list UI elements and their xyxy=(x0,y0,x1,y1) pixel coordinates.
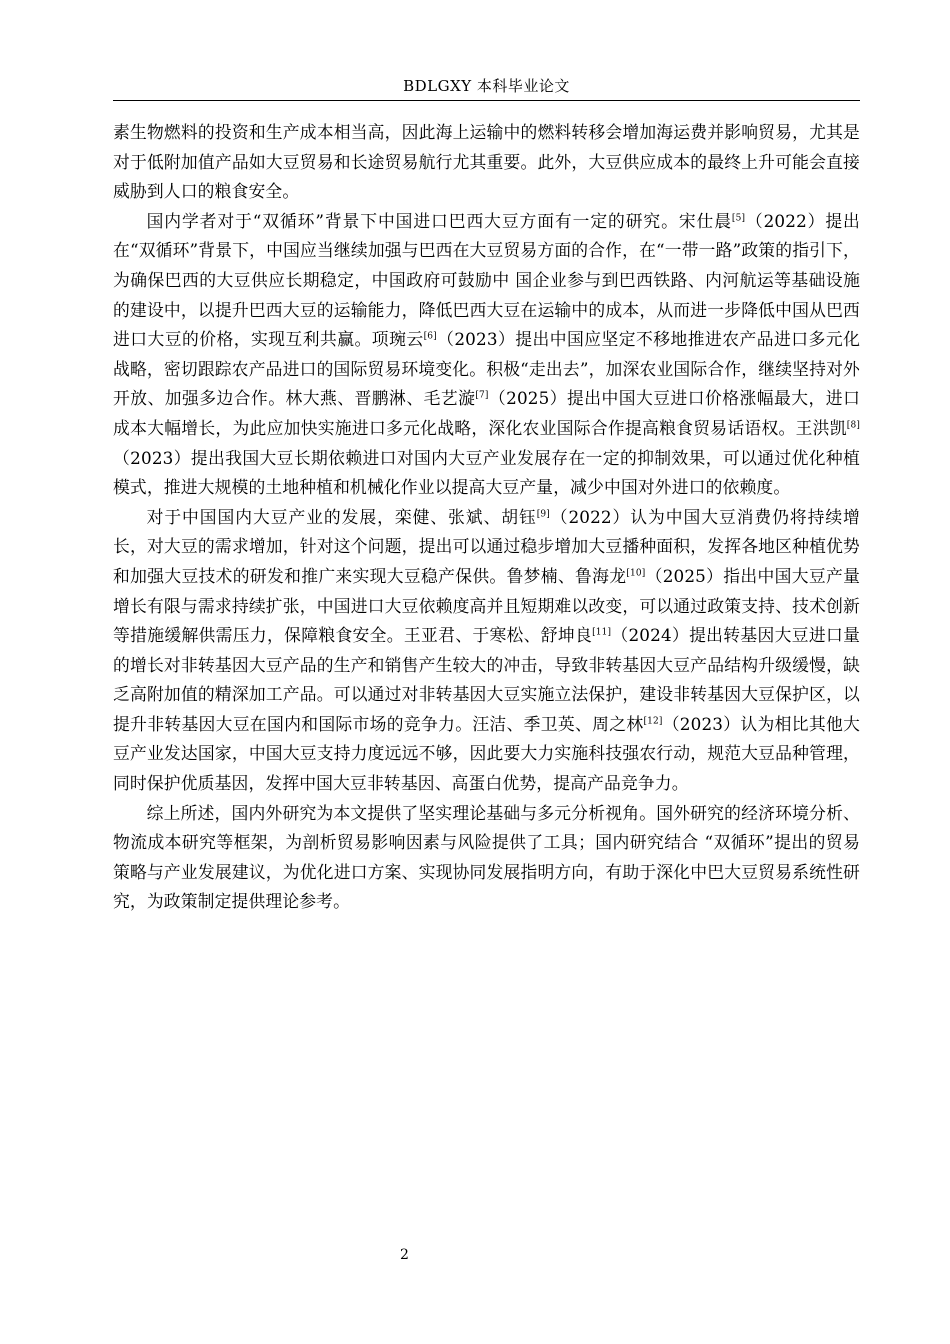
header-divider xyxy=(113,100,860,101)
citation-ref: [6] xyxy=(423,331,437,342)
text-run: （2023）提出我国大豆长期依赖进口对国内大豆产业发展存在一定的抑制效果，可以通过优化种植模式，推进大规模的土地种植和机械化作业以提高大豆产量，减少中国对外进口的依赖度。 xyxy=(113,447,860,498)
citation-ref: [11] xyxy=(592,627,612,638)
citation-ref: [12] xyxy=(643,716,663,727)
paragraph xyxy=(113,207,860,503)
text-run: （2025）指出中国大豆产量增长有限与需求持续扩张，中国进口大豆依赖度高并且短期难以改变，可以通过政策支持、技术创新等措施缓解供需压力，保障粮食安全。王亚君、于寒松、舒坤良 xyxy=(113,565,860,646)
body-text xyxy=(113,118,860,917)
text-run: 对于中国国内大豆产业的发展，栾健、张斌、胡钰 xyxy=(146,506,537,527)
text-run: 素生物燃料的投资和生产成本相当高，因此海上运输中的燃料转移会增加海运费并影响贸易，尤其是对于低附加值产品如大豆贸易和长途贸易航行尤其重要。此外，大豆供应成本的最终上升可能会直接威胁到人口的粮食安全。 xyxy=(113,122,860,202)
citation-ref: [9] xyxy=(536,509,550,520)
paragraph xyxy=(113,118,860,207)
text-run: （2024）提出转基因大豆进口量的增长对非转基因大豆产品的生产和销售产生较大的冲击，导致非转基因大豆产品结构升级缓慢，缺乏高附加值的精深加工产品。可以通过对非转基因大豆实施立法保护，建设非转基因大豆保护区，以提升非转基因大豆在国内和国际市场的竞争力。汪洁、季卫英、周之林 xyxy=(113,625,861,734)
text-run: （2023）提出中国应坚定不移地推进农产品进口多元化战略，密切跟踪农产品进口的国际贸易环境变化。积极“走出去”，加深农业国际合作，继续坚持对外开放、加强多边合作。林大燕、晋鹏淋、毛艺漩 xyxy=(113,329,861,409)
citation-ref: [8] xyxy=(846,420,860,431)
citation-ref: [7] xyxy=(475,390,489,401)
text-run: （2022）认为中国大豆消费仍将持续增长，对大豆的需求增加，针对这个问题，提出可以通过稳步增加大豆播种面积，发挥各地区种植优势和加强大豆技术的研发和推广来实现大豆稳产保供。鲁梦楠、鲁海龙 xyxy=(113,506,860,586)
paragraph xyxy=(113,799,860,917)
page-number: 2 xyxy=(400,1247,409,1263)
page-header: BDLGXY 本科毕业论文 xyxy=(403,77,570,95)
text-run: （2023）认为相比其他大豆产业发达国家，中国大豆支持力度远远不够，因此要大力实施科技强农行动，规范大豆品种管理，同时保护优质基因，发挥中国大豆非转基因、高蛋白优势，提高产品竞争力。 xyxy=(113,713,860,794)
text-run: 国内学者对于“双循环”背景下中国进口巴西大豆方面有一定的研究。宋仕晨 xyxy=(146,210,732,231)
citation-ref: [10] xyxy=(626,568,646,579)
text-run: （2022）提出在“双循环”背景下，中国应当继续加强与巴西在大豆贸易方面的合作，在“一带一路”政策的指引下，为确保巴西的大豆供应长期稳定，中国政府可鼓励中 国企业参与到巴西铁路、内河航运等基础设施的建设中，以提升巴西大豆的运输能力，降低巴西大豆在运输中的成本，从而进一步降低中国从巴西进口大豆的价格，实现互利共赢。项琬云 xyxy=(113,210,860,350)
text-run: 综上所述，国内外研究为本文提供了坚实理论基础与多元分析视角。国外研究的经济环境分析、物流成本研究等框架，为剖析贸易影响因素与风险提供了工具；国内研究结合 “双循环”提出的贸易策略与产业发展建议，为优化进口方案、实现协同发展指明方向，有助于深化中巴大豆贸易系统性研究，为政策制定提供理论参考。 xyxy=(113,802,860,912)
citation-ref: [5] xyxy=(731,213,746,224)
text-run: （2025）提出中国大豆进口价格涨幅最大，进口成本大幅增长，为此应加快实施进口多元化战略，深化农业国际合作提高粮食贸易话语权。王洪凯 xyxy=(113,388,860,438)
paragraph xyxy=(113,503,860,799)
